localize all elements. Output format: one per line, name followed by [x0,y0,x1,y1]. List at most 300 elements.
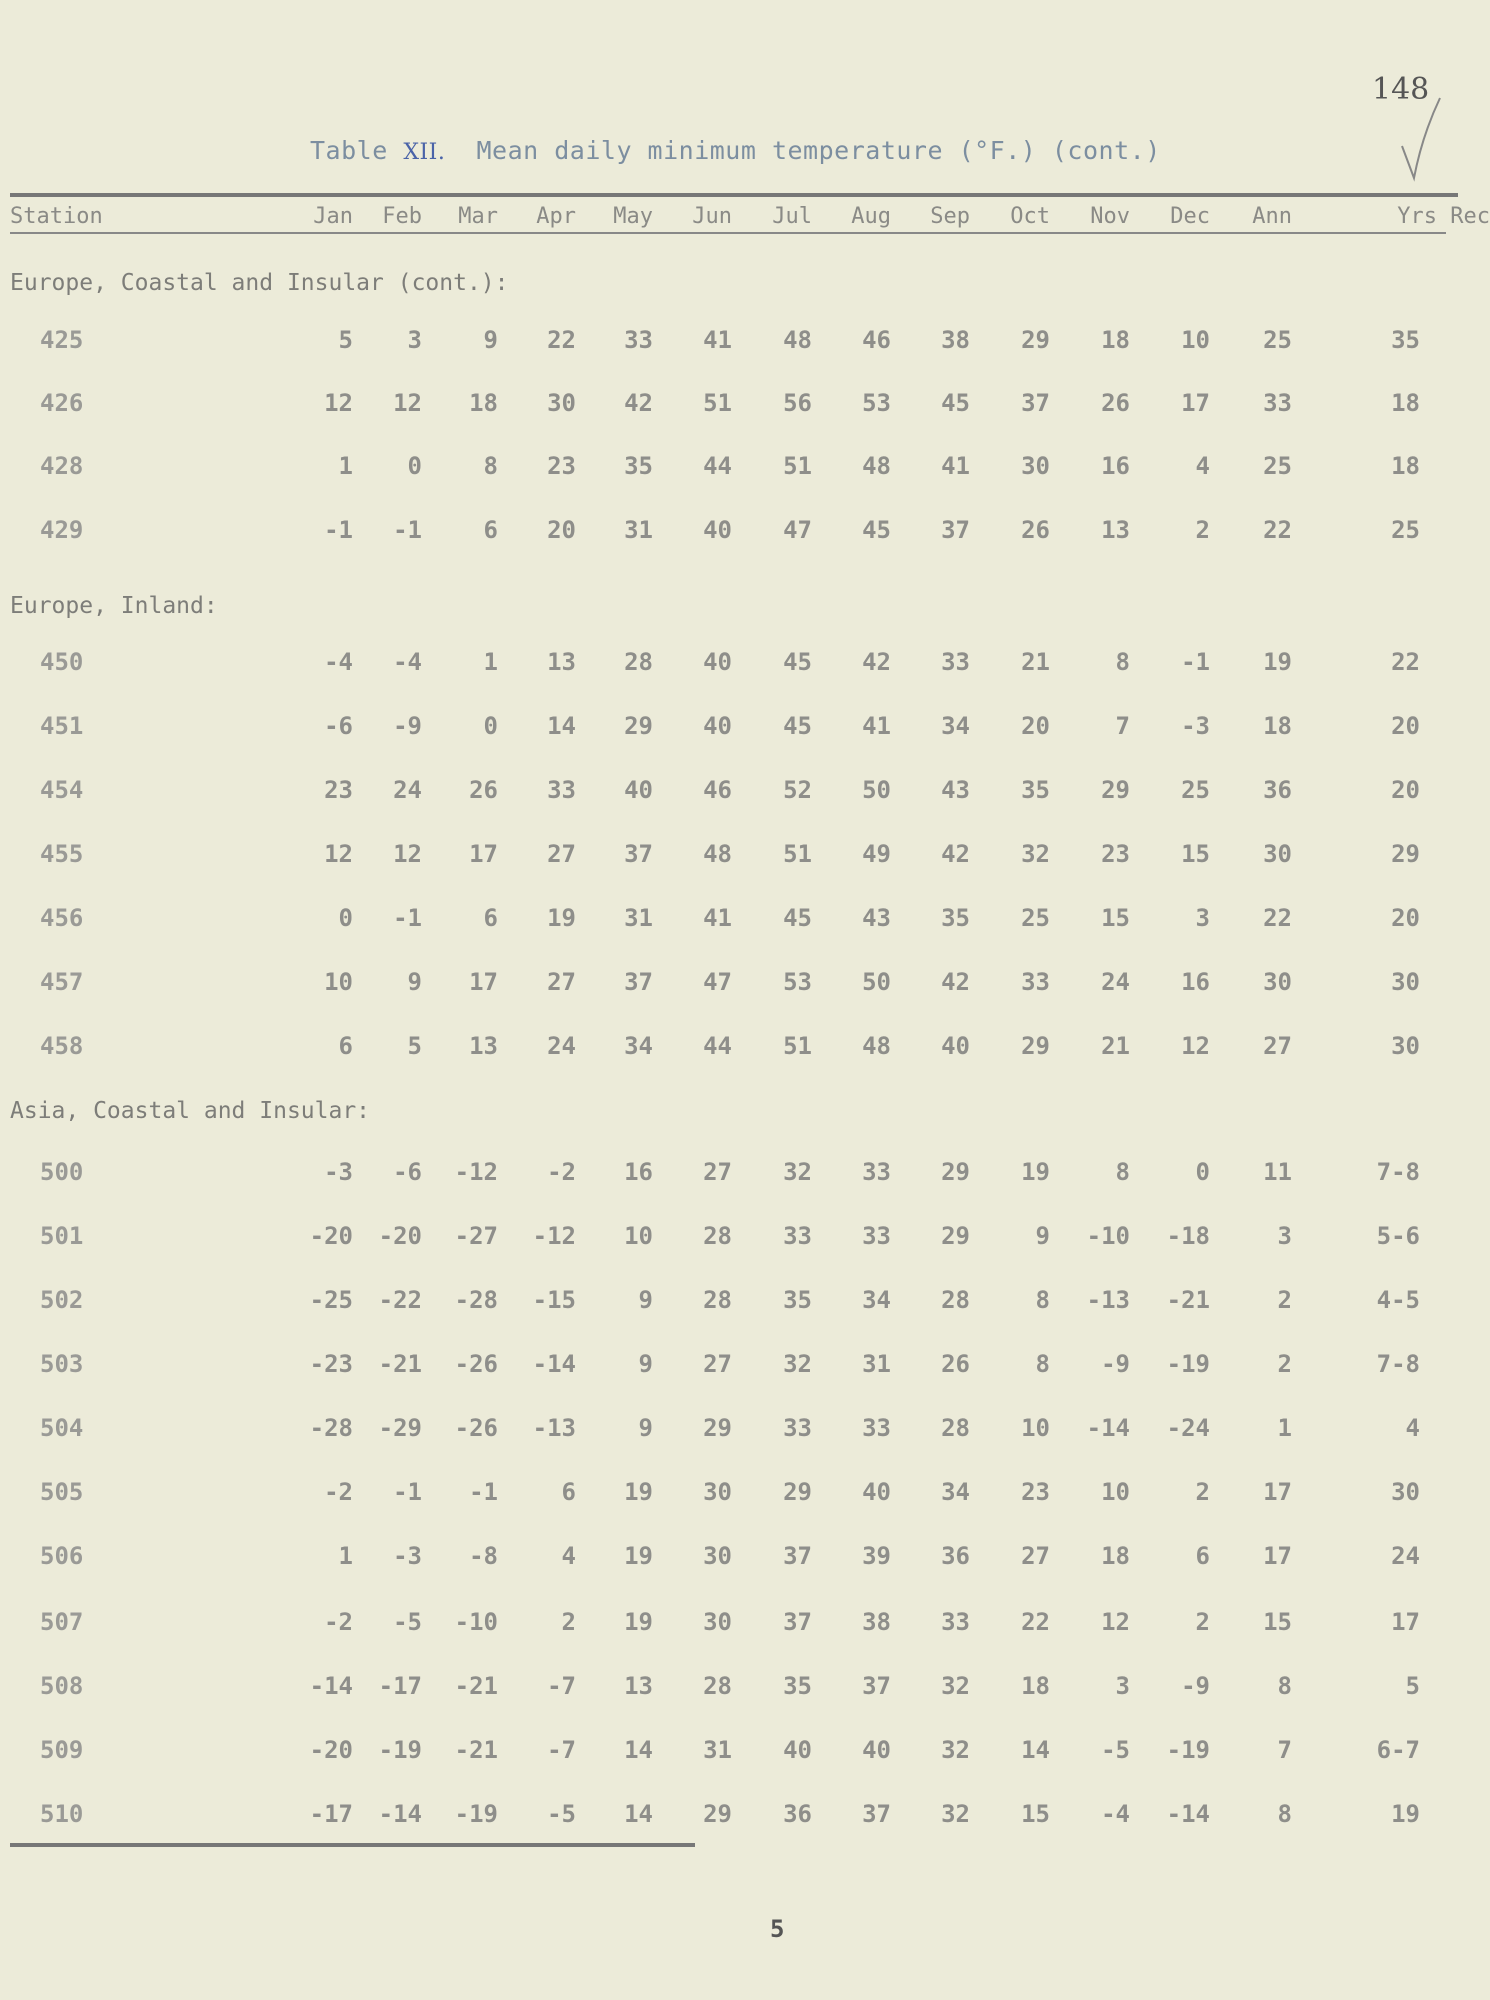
table-cell: 35 [783,1286,812,1314]
table-cell: 23 [324,776,353,804]
table-cell: 33 [941,648,970,676]
column-header: Jul [772,204,812,229]
table-cell: 18 [1101,326,1130,354]
table-cell: 6-7 [1376,1736,1420,1764]
table-cell: 32 [783,1350,812,1378]
table-cell: 48 [862,1032,891,1060]
table-cell: 2 [1195,1478,1210,1506]
table-cell: 42 [862,648,891,676]
table-cell: 1 [1277,1414,1292,1442]
table-cell: 1 [338,1542,353,1570]
table-cell: -22 [378,1286,422,1314]
table-cell: 29 [783,1478,812,1506]
table-cell: 28 [624,648,653,676]
table-cell: -28 [309,1414,353,1442]
table-cell: -10 [1086,1222,1130,1250]
table-cell: 18 [469,389,498,417]
column-header: Jan [313,204,353,229]
table-cell: 17 [469,968,498,996]
station-id: 506 [40,1542,84,1570]
table-row [0,516,1478,550]
station-id: 429 [40,516,84,544]
table-cell: 34 [624,1032,653,1060]
table-cell: 2 [1277,1350,1292,1378]
table-row [0,1478,1478,1512]
table-cell: 36 [941,1542,970,1570]
column-header: May [613,204,653,229]
column-header: Feb [382,204,422,229]
table-cell: 3 [1115,1672,1130,1700]
table-cell: 29 [1391,840,1420,868]
table-cell: -19 [454,1800,498,1828]
table-cell: 24 [1101,968,1130,996]
table-cell: 45 [783,648,812,676]
table-cell: 5 [407,1032,422,1060]
handwritten-page-number: 148 [1372,72,1430,107]
table-cell: 6 [561,1478,576,1506]
table-cell: -12 [532,1222,576,1250]
table-cell: 19 [624,1478,653,1506]
column-header: Station [10,204,103,229]
table-cell: 33 [862,1158,891,1186]
table-cell: 25 [1391,516,1420,544]
table-cell: 30 [703,1608,732,1636]
table-cell: 9 [638,1414,653,1442]
table-row [0,712,1478,746]
table-cell: 24 [393,776,422,804]
column-header: Dec [1170,204,1210,229]
table-cell: -1 [393,1478,422,1506]
table-row [0,1032,1478,1066]
table-cell: -6 [393,1158,422,1186]
station-id: 457 [40,968,84,996]
table-cell: 51 [783,1032,812,1060]
table-cell: 37 [783,1542,812,1570]
table-cell: 8 [1115,648,1130,676]
table-cell: 33 [624,326,653,354]
table-cell: 30 [1021,452,1050,480]
table-cell: 16 [1101,452,1130,480]
table-cell: 22 [1263,904,1292,932]
table-cell: 8 [1277,1672,1292,1700]
table-cell: 31 [703,1736,732,1764]
station-id: 456 [40,904,84,932]
top-rule [10,193,1458,197]
table-cell: 35 [624,452,653,480]
table-cell: 29 [941,1222,970,1250]
table-cell: -21 [454,1736,498,1764]
table-cell: 18 [1101,1542,1130,1570]
table-cell: 45 [941,389,970,417]
table-cell: 33 [862,1222,891,1250]
table-cell: 29 [941,1158,970,1186]
table-cell: -21 [378,1350,422,1378]
table-cell: -14 [1166,1800,1210,1828]
table-cell: 13 [469,1032,498,1060]
table-cell: 40 [862,1478,891,1506]
table-cell: -6 [324,712,353,740]
table-cell: -24 [1166,1414,1210,1442]
table-cell: -1 [469,1478,498,1506]
table-cell: 20 [547,516,576,544]
table-cell: 37 [624,840,653,868]
table-cell: 27 [547,840,576,868]
table-cell: 28 [941,1286,970,1314]
table-cell: 2 [1277,1286,1292,1314]
table-cell: -3 [393,1542,422,1570]
table-cell: 39 [862,1542,891,1570]
table-cell: 34 [941,1478,970,1506]
table-cell: 29 [1101,776,1130,804]
table-cell: 27 [1021,1542,1050,1570]
table-cell: 9 [638,1286,653,1314]
table-cell: 5-6 [1376,1222,1420,1250]
table-cell: 36 [783,1800,812,1828]
table-cell: 33 [547,776,576,804]
table-cell: -20 [378,1222,422,1250]
table-cell: 49 [862,840,891,868]
table-cell: 29 [1021,326,1050,354]
table-cell: 41 [703,326,732,354]
table-cell: -7 [547,1672,576,1700]
table-cell: 9 [638,1350,653,1378]
station-id: 509 [40,1736,84,1764]
table-cell: 51 [783,452,812,480]
table-row [0,452,1478,486]
table-row [0,326,1478,360]
table-cell: 19 [624,1542,653,1570]
table-cell: 0 [1195,1158,1210,1186]
section-heading: Europe, Coastal and Insular (cont.): [10,270,509,296]
table-cell: 30 [703,1542,732,1570]
column-header: Mar [458,204,498,229]
table-cell: 25 [1021,904,1050,932]
table-row [0,1608,1478,1642]
table-cell: 31 [624,516,653,544]
table-cell: 12 [393,389,422,417]
table-cell: 16 [624,1158,653,1186]
table-cell: 22 [547,326,576,354]
station-id: 503 [40,1350,84,1378]
table-cell: 38 [862,1608,891,1636]
table-cell: 15 [1101,904,1130,932]
table-cell: -14 [532,1350,576,1378]
table-cell: 33 [862,1414,891,1442]
table-cell: 6 [483,904,498,932]
table-cell: -21 [454,1672,498,1700]
table-cell: 10 [1181,326,1210,354]
table-cell: 17 [1263,1542,1292,1570]
station-id: 502 [40,1286,84,1314]
table-row [0,1158,1478,1192]
column-header: Yrs Rec [1397,204,1490,229]
bottom-rule [10,1843,695,1847]
table-row [0,648,1478,682]
table-cell: 13 [547,648,576,676]
table-cell: 27 [1263,1032,1292,1060]
table-cell: 42 [941,968,970,996]
table-cell: 2 [1195,1608,1210,1636]
column-header: Nov [1090,204,1130,229]
column-header: Apr [536,204,576,229]
header-rule [10,232,1446,234]
table-row [0,389,1478,423]
station-id: 508 [40,1672,84,1700]
table-title [310,136,1161,165]
table-cell: 8 [1277,1800,1292,1828]
table-cell: -21 [1166,1286,1210,1314]
table-cell: 35 [1021,776,1050,804]
table-cell: 23 [1101,840,1130,868]
table-cell: 8 [1035,1350,1050,1378]
station-id: 428 [40,452,84,480]
table-cell: 3 [1195,904,1210,932]
table-cell: 41 [862,712,891,740]
table-cell: 42 [624,389,653,417]
table-cell: 14 [624,1736,653,1764]
table-cell: 51 [783,840,812,868]
table-cell: 23 [1021,1478,1050,1506]
table-cell: 18 [1021,1672,1050,1700]
table-cell: -5 [393,1608,422,1636]
station-id: 425 [40,326,84,354]
table-cell: 28 [941,1414,970,1442]
station-id: 426 [40,389,84,417]
station-id: 507 [40,1608,84,1636]
table-cell: 12 [324,840,353,868]
table-cell: 0 [483,712,498,740]
station-id: 458 [40,1032,84,1060]
table-row [0,776,1478,810]
table-cell: 40 [862,1736,891,1764]
table-cell: -5 [1101,1736,1130,1764]
table-cell: 5 [1405,1672,1420,1700]
table-cell: 21 [1021,648,1050,676]
table-cell: 17 [1391,1608,1420,1636]
table-cell: -19 [1166,1736,1210,1764]
table-cell: 15 [1181,840,1210,868]
table-cell: 40 [703,648,732,676]
station-id: 505 [40,1478,84,1506]
table-cell: 3 [407,326,422,354]
table-cell: 31 [862,1350,891,1378]
table-cell: -3 [324,1158,353,1186]
table-cell: 20 [1391,904,1420,932]
table-cell: -19 [378,1736,422,1764]
table-cell: 7 [1115,712,1130,740]
table-cell: 47 [703,968,732,996]
table-cell: 24 [1391,1542,1420,1570]
table-cell: 15 [1263,1608,1292,1636]
table-cell: -9 [1181,1672,1210,1700]
table-cell: 26 [469,776,498,804]
table-cell: -1 [324,516,353,544]
table-cell: 37 [624,968,653,996]
table-cell: 5 [338,326,353,354]
table-cell: 34 [941,712,970,740]
table-cell: 38 [941,326,970,354]
section-heading: Asia, Coastal and Insular: [10,1098,371,1124]
table-cell: 28 [703,1222,732,1250]
table-cell: -13 [1086,1286,1130,1314]
table-cell: -4 [1101,1800,1130,1828]
table-cell: 30 [1263,968,1292,996]
table-cell: 28 [703,1672,732,1700]
table-cell: 22 [1391,648,1420,676]
table-cell: 26 [941,1350,970,1378]
table-cell: 14 [624,1800,653,1828]
table-cell: 26 [1021,516,1050,544]
table-cell: 9 [483,326,498,354]
table-cell: 17 [1263,1478,1292,1506]
table-cell: 37 [1021,389,1050,417]
table-cell: 45 [783,904,812,932]
title-text: Mean daily minimum temperature (°F.) (cont.) [476,136,1161,165]
table-cell: 7 [1277,1736,1292,1764]
table-cell: 2 [1195,516,1210,544]
station-id: 450 [40,648,84,676]
table-cell: 27 [547,968,576,996]
table-cell: -17 [309,1800,353,1828]
table-cell: 30 [547,389,576,417]
table-cell: -23 [309,1350,353,1378]
table-cell: 30 [1263,840,1292,868]
column-header: Aug [851,204,891,229]
table-cell: 30 [703,1478,732,1506]
table-cell: 13 [1101,516,1130,544]
station-id: 454 [40,776,84,804]
table-cell: -1 [1181,648,1210,676]
table-cell: 37 [862,1672,891,1700]
table-cell: 33 [941,1608,970,1636]
table-cell: 42 [941,840,970,868]
table-cell: 20 [1391,712,1420,740]
table-row [0,1222,1478,1256]
table-cell: -2 [324,1478,353,1506]
table-cell: -26 [454,1350,498,1378]
table-cell: 6 [483,516,498,544]
table-cell: 9 [1035,1222,1050,1250]
table-cell: 14 [1021,1736,1050,1764]
table-cell: -17 [378,1672,422,1700]
table-cell: 2 [561,1608,576,1636]
table-cell: 36 [1263,776,1292,804]
table-cell: 1 [338,452,353,480]
table-cell: 35 [1391,326,1420,354]
table-cell: 47 [783,516,812,544]
table-cell: 33 [783,1222,812,1250]
table-cell: 10 [1101,1478,1130,1506]
table-row [0,1286,1478,1320]
table-cell: 17 [1181,389,1210,417]
table-cell: 20 [1391,776,1420,804]
table-row [0,1672,1478,1706]
table-cell: 35 [941,904,970,932]
table-cell: -14 [378,1800,422,1828]
table-cell: 16 [1181,968,1210,996]
table-cell: 18 [1391,389,1420,417]
table-cell: 4-5 [1376,1286,1420,1314]
table-cell: 21 [1101,1032,1130,1060]
station-id: 455 [40,840,84,868]
table-cell: 13 [624,1672,653,1700]
table-cell: 32 [1021,840,1050,868]
table-cell: 27 [703,1350,732,1378]
table-cell: 23 [547,452,576,480]
table-cell: 48 [703,840,732,868]
table-cell: -1 [393,904,422,932]
table-cell: 30 [1391,1032,1420,1060]
column-header: Ann [1252,204,1292,229]
table-cell: 18 [1391,452,1420,480]
station-id: 510 [40,1800,84,1828]
table-cell: 41 [703,904,732,932]
table-cell: -4 [324,648,353,676]
table-cell: 56 [783,389,812,417]
table-cell: 44 [703,1032,732,1060]
title-prefix: Table [310,136,388,165]
table-cell: 8 [483,452,498,480]
table-cell: 0 [338,904,353,932]
table-cell: 40 [703,712,732,740]
table-row [0,1800,1478,1834]
table-cell: -1 [393,516,422,544]
table-cell: -9 [1101,1350,1130,1378]
table-cell: 11 [1263,1158,1292,1186]
check-mark-icon [1398,96,1442,182]
table-cell: 18 [1263,712,1292,740]
table-cell: 53 [862,389,891,417]
station-id: 500 [40,1158,84,1186]
table-row [0,1350,1478,1384]
table-cell: 45 [862,516,891,544]
table-cell: 43 [862,904,891,932]
table-cell: 0 [407,452,422,480]
column-header: Jun [692,204,732,229]
table-cell: 22 [1263,516,1292,544]
table-cell: 14 [547,712,576,740]
table-cell: 19 [547,904,576,932]
table-cell: 4 [561,1542,576,1570]
table-cell: 53 [783,968,812,996]
table-cell: -8 [469,1542,498,1570]
table-cell: -29 [378,1414,422,1442]
table-cell: -27 [454,1222,498,1250]
table-cell: 28 [703,1286,732,1314]
table-cell: 41 [941,452,970,480]
table-cell: 46 [862,326,891,354]
table-cell: -5 [547,1800,576,1828]
table-cell: 15 [1021,1800,1050,1828]
table-cell: -7 [547,1736,576,1764]
table-cell: 34 [862,1286,891,1314]
table-cell: 46 [703,776,732,804]
table-cell: 10 [624,1222,653,1250]
table-cell: -18 [1166,1222,1210,1250]
table-cell: 7-8 [1376,1158,1420,1186]
table-cell: 8 [1035,1286,1050,1314]
table-cell: 40 [703,516,732,544]
table-cell: -10 [454,1608,498,1636]
table-cell: 40 [624,776,653,804]
table-cell: 20 [1021,712,1050,740]
table-cell: -26 [454,1414,498,1442]
column-header: Oct [1010,204,1050,229]
table-cell: 25 [1263,326,1292,354]
table-cell: -14 [309,1672,353,1700]
table-cell: 19 [1021,1158,1050,1186]
table-cell: 31 [624,904,653,932]
